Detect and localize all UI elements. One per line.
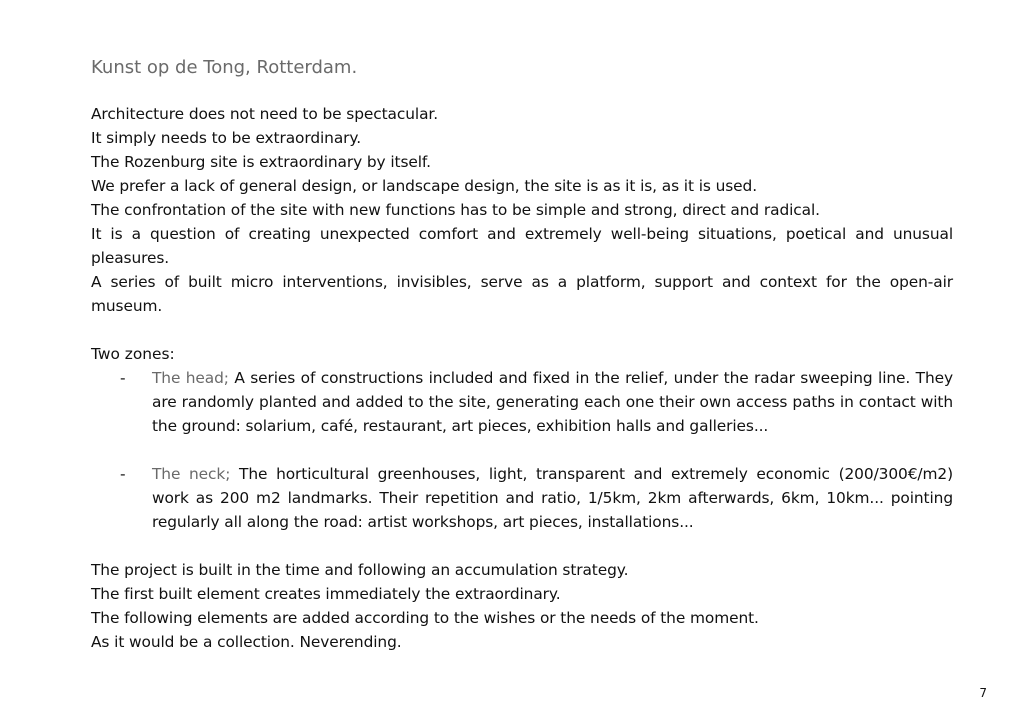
zone-item-neck [91, 462, 953, 534]
zone-name: The head; [152, 369, 229, 387]
zone-description: The horticultural greenhouses, light, transparent and extremely economic (200/300€/m2) work as 200 m2 landmarks. Their repetition and ratio, 1/5km, 2km afterwards, 6km, 10km... pointing regularly all along the road: artist workshops, art pieces, installations... [152, 465, 953, 531]
intro-line: It is a question of creating unexpected comfort and extremely well-being situations, poetical and unusual pleasures. [91, 225, 953, 267]
intro-line: The confrontation of the site with new functions has to be simple and strong, direct and radical. [91, 201, 820, 219]
zone-name: The neck; [152, 465, 231, 483]
document-page [91, 56, 953, 654]
closing-line: The first built element creates immediately the extraordinary. [91, 585, 561, 603]
intro-line: The Rozenburg site is extraordinary by itself. [91, 153, 431, 171]
zone-description: A series of constructions included and fixed in the relief, under the radar sweeping line. They are randomly planted and added to the site, generating each one their own access paths in contact with the ground: solarium, café, restaurant, art pieces, exhibition halls and galleries... [152, 369, 953, 435]
page-number: 7 [979, 686, 987, 700]
closing-line: The following elements are added according to the wishes or the needs of the moment. [91, 609, 759, 627]
intro-line: Architecture does not need to be spectacular. [91, 105, 439, 123]
intro-line: We prefer a lack of general design, or landscape design, the site is as it is, as it is used. [91, 177, 758, 195]
intro-paragraph [91, 102, 953, 318]
list-bullet: - [120, 465, 126, 483]
intro-line: A series of built micro interventions, invisibles, serve as a platform, support and context for the open-air museum. [91, 273, 953, 315]
closing-line: As it would be a collection. Neverending. [91, 633, 402, 651]
zones-heading: Two zones: [91, 345, 175, 363]
intro-line: It simply needs to be extraordinary. [91, 129, 361, 147]
zone-item-head [91, 366, 953, 438]
document-title: Kunst op de Tong, Rotterdam. [91, 57, 358, 78]
list-bullet: - [120, 369, 126, 387]
closing-line: The project is built in the time and following an accumulation strategy. [91, 561, 629, 579]
closing-paragraph [91, 558, 953, 654]
